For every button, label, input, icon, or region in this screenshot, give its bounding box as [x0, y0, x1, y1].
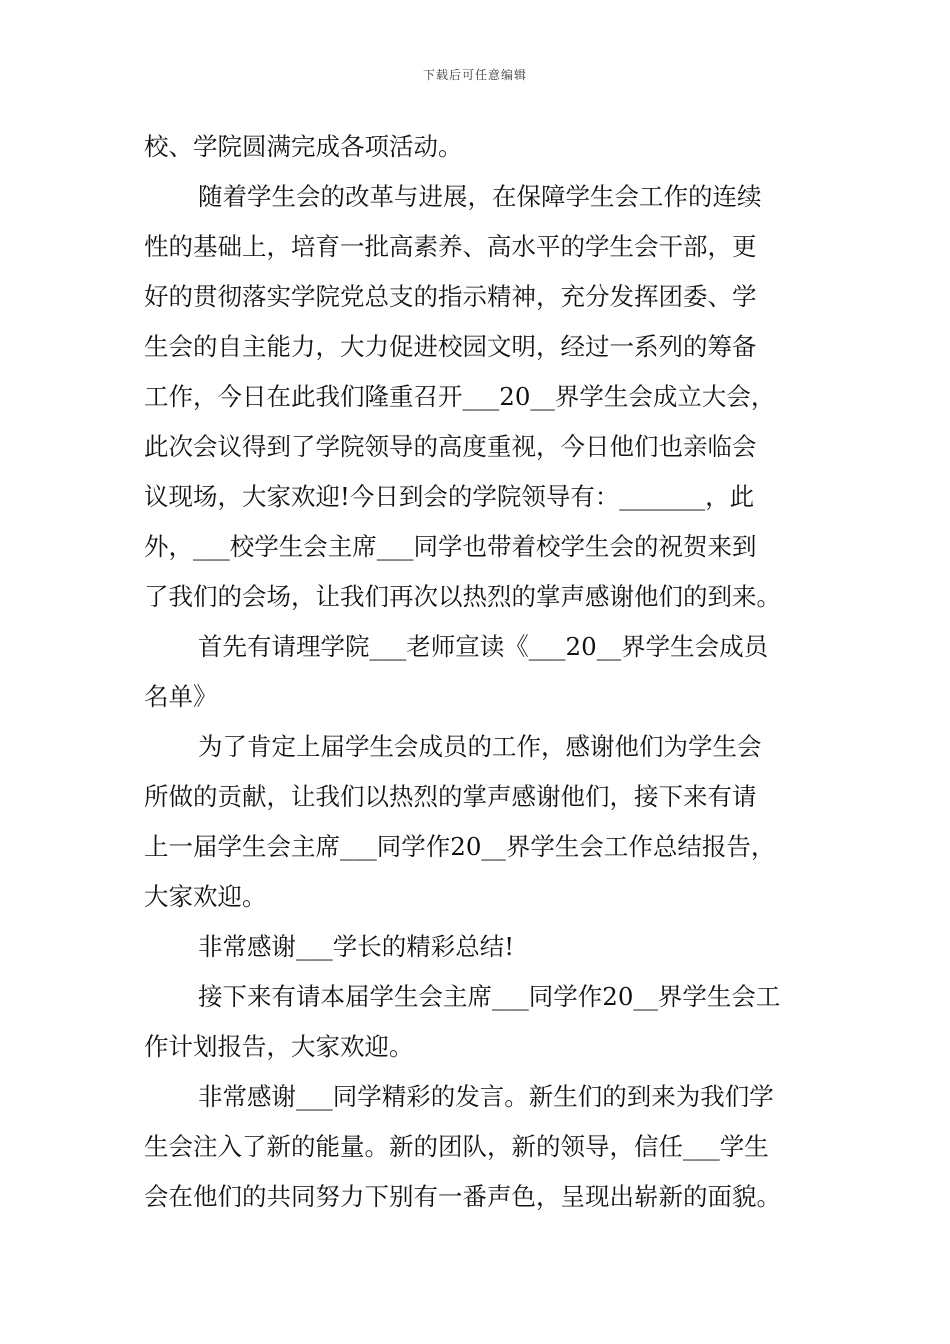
text-line: 会在他们的共同努力下别有一番声色，呈现出崭新的面貌。: [144, 1182, 781, 1211]
text-line: 此次会议得到了学院领导的高度重视，今日他们也亲临会: [144, 432, 757, 461]
text-line: 名单》: [144, 682, 218, 711]
text-line: 大家欢迎。: [144, 882, 267, 911]
text-line: 首先有请理学院___老师宣读《___20__界学生会成员: [198, 632, 769, 661]
document-body: [144, 122, 808, 1222]
text-line: 校、学院圆满完成各项活动。: [144, 132, 463, 161]
text-line: 非常感谢___学长的精彩总结!: [198, 932, 515, 961]
text-line: 了我们的会场，让我们再次以热烈的掌声感谢他们的到来。: [144, 582, 781, 611]
text-line: 接下来有请本届学生会主席___同学作20__界学生会工: [198, 982, 781, 1011]
text-line: 上一届学生会主席___同学作20__界学生会工作总结报告，: [144, 832, 776, 861]
text-line: 非常感谢___同学精彩的发言。新生们的到来为我们学: [198, 1082, 774, 1111]
text-line: 工作，今日在此我们隆重召开___20__界学生会成立大会，: [144, 382, 776, 411]
text-line: 外，___校学生会主席___同学也带着校学生会的祝贺来到: [144, 532, 757, 561]
text-line: 好的贯彻落实学院党总支的指示精神，充分发挥团委、学: [144, 282, 757, 311]
text-line: 议现场，大家欢迎!今日到会的学院领导有：_______，此: [144, 482, 755, 511]
text-line: 为了肯定上届学生会成员的工作，感谢他们为学生会: [198, 732, 762, 761]
page-header: 下载后可任意编辑: [422, 68, 527, 82]
text-line: 生会注入了新的能量。新的团队，新的领导，信任___学生: [144, 1132, 769, 1161]
text-line: 作计划报告，大家欢迎。: [144, 1032, 414, 1061]
text-line: 随着学生会的改革与进展，在保障学生会工作的连续: [198, 182, 762, 211]
text-line: 生会的自主能力，大力促进校园文明，经过一系列的筹备: [144, 332, 757, 361]
text-line: 所做的贡献，让我们以热烈的掌声感谢他们，接下来有请: [144, 782, 757, 811]
text-line: 性的基础上，培育一批高素养、高水平的学生会干部，更: [144, 232, 757, 261]
